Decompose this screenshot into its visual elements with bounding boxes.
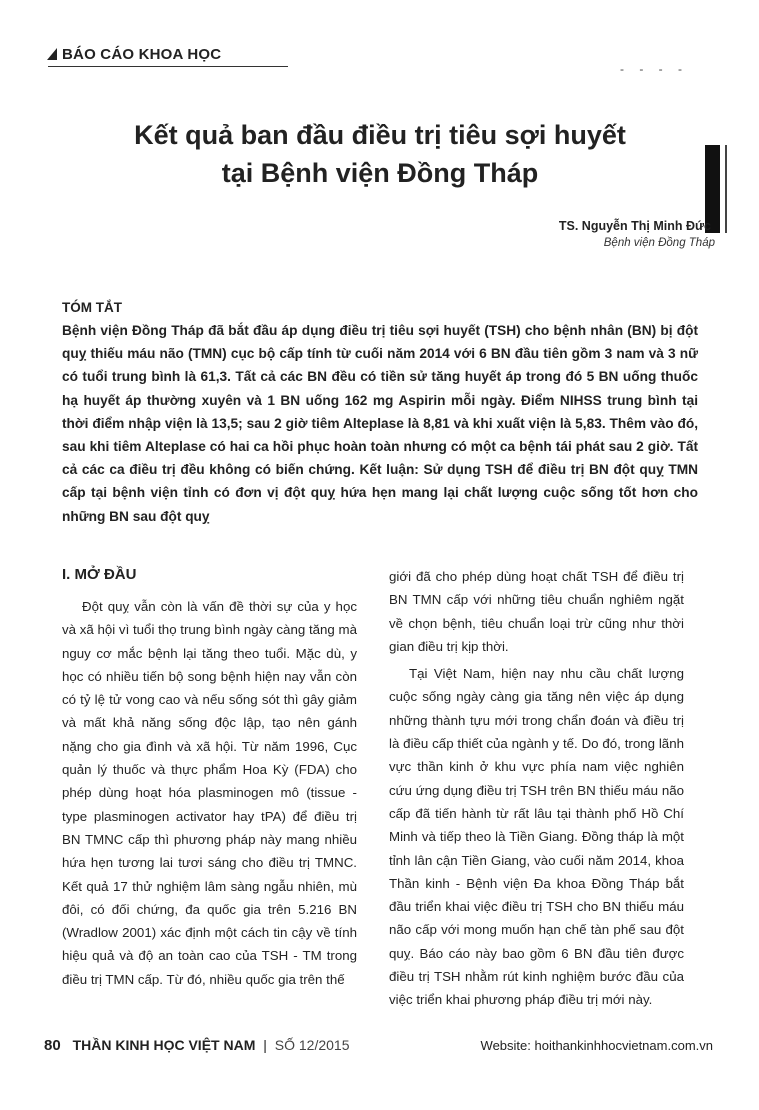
corner-marks: - - - - [620, 62, 688, 76]
right-column [389, 565, 684, 1012]
abstract-text: Bệnh viện Đồng Tháp đã bắt đầu áp dụng điều trị tiêu sợi huyết (TSH) cho bệnh nhân (BN) bị đột quỵ thiếu máu não (TMN) cục bộ cấp tính từ cuối năm 2014 với 6 BN đầu tiên gồm 3 nam và 3 nữ có tuổi trung bình là 61,3. Tất cả các BN đều có tiền sử tăng huyết áp trong đó 5 BN uống thuốc hạ huyết áp thường xuyên và 1 BN uống 162 mg Aspirin mỗi ngày. Điểm NIHSS trung bình tại thời điểm nhập viện là 13,5; sau 2 giờ tiêm Alteplase là 8,81 và khi xuất viện là 5,83. Thêm vào đó, sau khi tiêm Alteplase có hai ca hồi phục hoàn toàn nhưng có một ca bệnh tái phát sau 2 giờ. Tất cả các ca điều trị đều không có biến chứng. Kết luận: Sử dụng TSH để điều trị BN đột quỵ TMN cấp tại bệnh viện tỉnh có đơn vị đột quỵ hứa hẹn mang lại chất lượng cuộc sống tốt hơn cho những BN sau đột quỵ [62, 323, 698, 524]
paragraph-continuation: giới đã cho phép dùng hoạt chất TSH để điều trị BN TMN cấp với những tiêu chuẩn nghiêm ngặt về chọn bệnh, tiêu chuẩn loại trừ cũng như thời gian điều trị kịp thời. [389, 569, 684, 654]
section-label-text: BÁO CÁO KHOA HỌC [62, 46, 222, 63]
title-line-2: tại Bệnh viện Đồng Tháp [221, 158, 539, 188]
footer-separator: | [263, 1037, 267, 1053]
abstract-heading: TÓM TẮT [62, 300, 122, 315]
section-title: I. MỞ ĐẦU [62, 566, 137, 583]
triangle-icon [47, 48, 57, 60]
section-label [47, 46, 221, 63]
paragraph: Tại Việt Nam, hiện nay nhu cầu chất lượng cuộc sống ngày càng gia tăng nên việc áp dụng những thành tựu mới trong chẩn đoán và điều trị là điều cấp thiết của ngành y tế. Do đó, trong lãnh vực thần kinh ở khu vực phía nam việc nghiên cứu ứng dụng điều trị TSH trên BN thiếu máu não cấp đã tiến hành từ rất lâu tại thành phố Hồ Chí Minh và tiếp theo là Tiền Giang. Đồng tháp là một tỉnh lân cận Tiền Giang, vào cuối năm 2014, khoa Thần kinh - Bệnh viện Đa khoa Đồng Tháp bắt đầu triển khai việc điều trị TSH cho BN thiếu máu não cấp với mong muốn hạn chế tàn phế sau đột quỵ. Báo cáo này bao gồm 6 BN đầu tiên được điều trị TSH nhằm rút kinh nghiệm bước đầu của việc triển khai phương pháp điều trị mới này. [389, 666, 684, 1008]
paragraph: Đột quỵ vẫn còn là vấn đề thời sự của y học và xã hội vì tuổi thọ trung bình ngày càng tăng mà nguy cơ mắc bệnh lại tăng theo tuổi. Mặc dù, y học có nhiều tiến bộ song bệnh hiện nay vẫn còn có tỷ lệ tử vong cao và nếu sống sót thì gây giảm và mất khả năng sống độc lập, tạo nên gánh nặng cho gia đình và xã hội. Từ năm 1996, Cục quản lý thuốc và thực phẩm Hoa Kỳ (FDA) cho phép dùng hoạt hóa plasminogen mô (tissue - type plasminogen activator hay tPA) để điều trị BN TMNC cấp thì phương pháp này mang nhiều hứa hẹn tương lai tươi sáng cho điều trị TMNC. Kết quả 17 thử nghiệm lâm sàng ngẫu nhiên, mù đôi, có đối chứng, đa quốc gia trên 5.216 BN (Wradlow 2001) xác định một cách tin cậy về tính hiệu quả và độ an toàn cao của TSH - TM trong điều trị TMN cấp. Từ đó, nhiều quốc gia trên thế [62, 599, 357, 987]
left-column [62, 595, 357, 991]
issue-number: SỐ 12/2015 [274, 1037, 350, 1053]
author-name: TS. Nguyễn Thị Minh Đức [558, 219, 711, 233]
side-bar-decoration-thin [725, 145, 727, 233]
article-title [80, 116, 680, 192]
footer [44, 1037, 350, 1054]
journal-name: THẦN KINH HỌC VIỆT NAM [72, 1037, 256, 1053]
page-number: 80 [44, 1037, 61, 1054]
author-affiliation: Bệnh viện Đồng Tháp [603, 237, 715, 249]
header-rule [48, 66, 288, 67]
website-link[interactable]: Website: hoithankinhhocvietnam.com.vn [480, 1038, 713, 1053]
title-line-1: Kết quả ban đầu điều trị tiêu sợi huyết [134, 120, 626, 150]
